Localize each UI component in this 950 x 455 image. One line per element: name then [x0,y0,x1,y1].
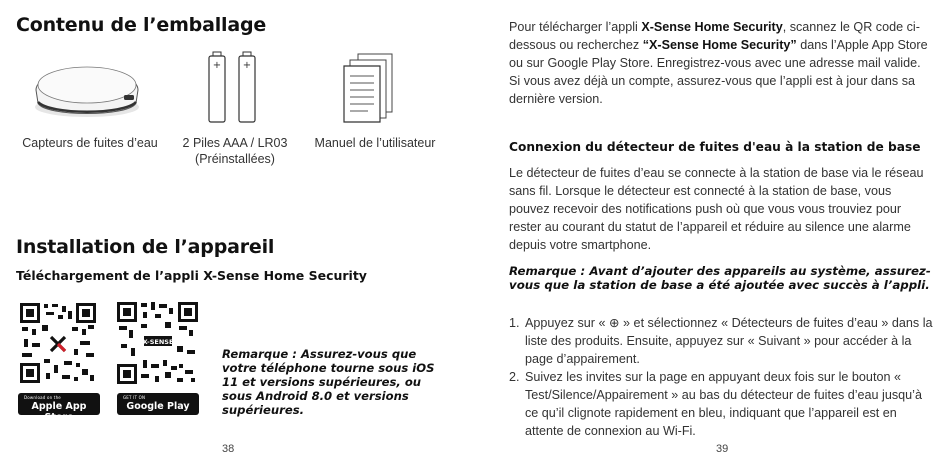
step-text: Appuyez sur « ⊕ » et sélectionnez « Détecteurs de fuites d’eau » dans la liste des produits. Ensuite, appuyez sur « Suivant » pour accéder à la page d’appairement. [525,316,933,366]
intro-text-1: Pour télécharger l’appli [509,20,642,34]
base-station-remark: Remarque : Avant d’ajouter des appareils au système, assurez-vous que la station de base a été ajoutée avec succès à l’appli. [509,264,931,292]
batteries-image [207,50,267,126]
item-caption-sensor: Capteurs de fuites d’eau [22,136,158,150]
step-text: Suivez les invites sur la page en appuyant deux fois sur le bouton « Test/Silence/Appairement » au bas du détecteur de fuites d’eau jusqu’à ce qu’il clignote rapidement en bleu, indiquant que l’appareil est en attente de connexion au Wi-Fi. [525,370,922,438]
pairing-step [509,368,935,440]
package-contents-title: Contenu de l’emballage [16,14,267,36]
installation-title: Installation de l’appareil [16,236,275,258]
apple-badge-small-text: Download on the [24,395,61,400]
ios-android-remark: Remarque : Assurez-vous que votre téléphone tourne sous iOS 11 et versions supérieures, ou sous Android 8.0 et versions supérieures. [222,347,435,417]
svg-text:+: + [242,60,252,71]
water-leak-sensor-image [30,55,145,125]
page-number-left: 38 [222,443,235,455]
intro-app-name: X-Sense Home Security [641,20,783,34]
pairing-steps-list [509,314,935,440]
qr-code-apple[interactable] [18,301,98,385]
svg-text:+: + [212,60,222,71]
connection-paragraph: Le détecteur de fuites d’eau se connecte à la station de base via le réseau sans fil. Lorsque le détecteur est connecté à la station de base, vous pouvez recevoir des notifications push où que vous vous trouviez pour rester au courant du statut de l’appareil et réduire au silence une alarme depuis votre smartphone. [509,166,924,252]
google-badge-small-text: GET IT ON [123,395,146,400]
batteries-sublabel: (Préinstallées) [195,152,275,166]
connection-section-title: Connexion du détecteur de fuites d'eau à la station de base [509,140,921,154]
google-badge-label: Google Play [126,401,190,412]
apple-badge-label: Apple App Store [31,401,87,423]
apple-app-store-badge[interactable] [18,393,100,423]
step-number: 2. [509,370,520,384]
item-caption-manual: Manuel de l’utilisateur [314,136,436,150]
intro-text-2: , scannez le QR code ci-dessous ou recherchez [509,20,920,52]
intro-text-3: dans l’Apple App Store ou sur Google Play Store. Enregistrez-vous avec une adresse mail valide. Si vous avez déjà un compte, assurez-vous que l’appli est à jour dans sa dernière version. [509,38,928,106]
google-play-badge[interactable] [117,393,199,415]
qr-code-google[interactable] [115,300,200,386]
qr-logo-text: X-SENSE [142,338,174,346]
download-intro-paragraph [509,18,935,108]
intro-search-term: “X-Sense Home Security” [642,38,797,52]
pairing-step [509,314,935,368]
page-number-right: 39 [716,443,729,455]
step-number: 1. [509,316,520,330]
item-caption-batteries [170,135,300,167]
batteries-label: 2 Piles AAA / LR03 [182,136,288,150]
app-download-subtitle: Téléchargement de l’appli X-Sense Home Security [16,268,367,283]
user-manual-image [342,52,404,124]
